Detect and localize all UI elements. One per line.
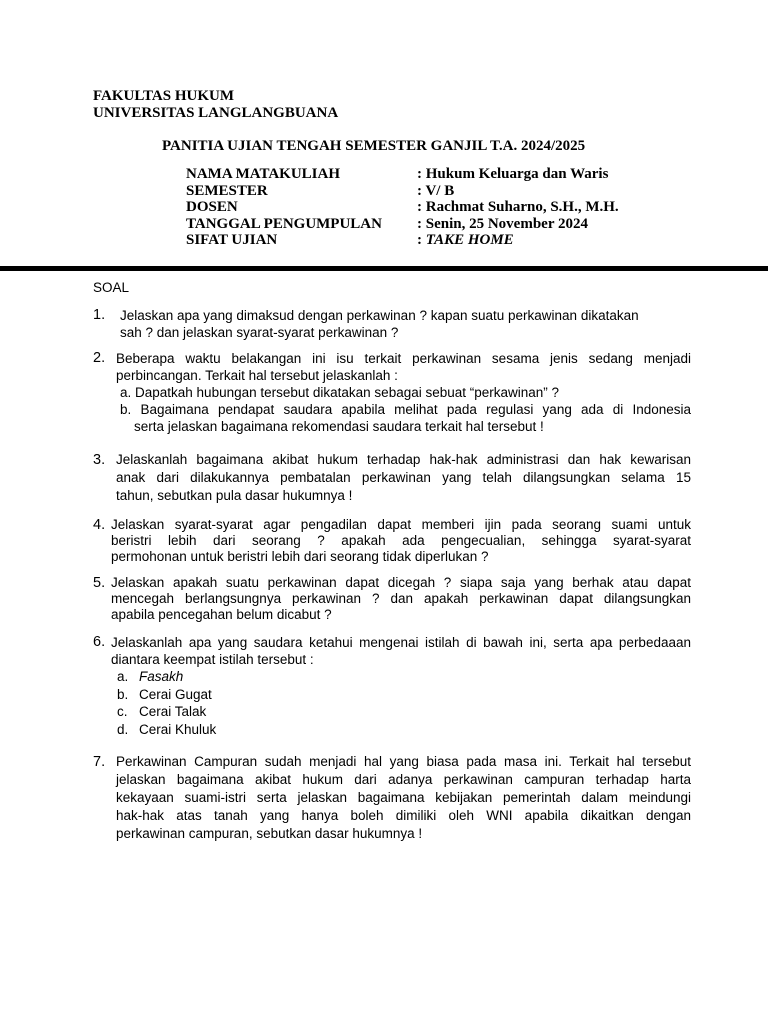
info-value: : Senin, 25 November 2024 bbox=[417, 215, 588, 232]
soal-heading: SOAL bbox=[93, 280, 130, 295]
institution-header bbox=[93, 88, 338, 122]
question-text: Jelaskan syarat-syarat agar pengadilan dapat memberi ijin pada seorang suami untuk bbox=[111, 517, 691, 532]
course-info-table bbox=[186, 166, 619, 249]
question-text: jelaskan bagaimana akibat hukum dari adanya perkawinan campuran terhadap harta bbox=[116, 772, 691, 787]
question-text: Beberapa waktu belakangan ini isu terkait perkawinan sesama jenis sedang menjadi bbox=[116, 351, 691, 366]
question-4 bbox=[93, 517, 691, 565]
question-text: perbincangan. Terkait hal tersebut jelaskanlah : bbox=[116, 368, 398, 383]
question-number: 1. bbox=[93, 307, 106, 323]
question-text: Jelaskanlah apa yang saudara ketahui mengenai istilah di bawah ini, serta apa perbedaaan bbox=[111, 635, 691, 650]
info-label: NAMA MATAKULIAH bbox=[186, 166, 341, 182]
header-divider bbox=[0, 266, 768, 271]
list-item bbox=[117, 668, 691, 686]
question-5 bbox=[93, 575, 691, 623]
list-item bbox=[117, 721, 691, 739]
info-label: SEMESTER bbox=[186, 182, 268, 199]
info-label: SIFAT UJIAN bbox=[186, 232, 278, 248]
question-text: permohonan untuk beristri lebih dari seorang tidak diperlukan ? bbox=[111, 549, 489, 564]
question-number: 3. bbox=[93, 452, 106, 468]
list-item-text: Cerai Khuluk bbox=[139, 721, 217, 737]
university-name: UNIVERSITAS LANGLANGBUANA bbox=[93, 105, 339, 121]
exam-title: PANITIA UJIAN TENGAH SEMESTER GANJIL T.A. 2024/2025 bbox=[162, 138, 586, 154]
term-list bbox=[117, 668, 691, 738]
question-number: 6. bbox=[93, 634, 106, 650]
question-number: 2. bbox=[93, 350, 106, 366]
question-text: Jelaskanlah bagaimana akibat hukum terhadap hak-hak administrasi dan hak kewarisan bbox=[116, 452, 691, 467]
question-text: Perkawinan Campuran sudah menjadi hal yang biasa pada masa ini. Terkait hal tersebut bbox=[116, 754, 691, 769]
question-2 bbox=[93, 350, 691, 435]
list-item bbox=[117, 703, 691, 721]
question-text: Jelaskan apa yang dimaksud dengan perkawinan ? kapan suatu perkawinan dikatakan bbox=[120, 308, 639, 323]
info-value-italic: TAKE HOME bbox=[425, 232, 514, 248]
info-value-prefix: : bbox=[417, 232, 426, 248]
question-number: 5. bbox=[93, 575, 106, 591]
question-text: mencegah berlangsungnya perkawinan ? dan apakah perkawinan dapat dilangsungkan bbox=[111, 591, 691, 606]
info-value: : Rachmat Suharno, S.H., M.H. bbox=[417, 199, 619, 215]
faculty-name: FAKULTAS HUKUM bbox=[93, 88, 234, 104]
list-marker: c. bbox=[117, 704, 128, 719]
info-row-lecturer bbox=[186, 199, 619, 216]
list-marker: d. bbox=[117, 721, 129, 737]
sub-question-b-continued: serta jelaskan bagaimana rekomendasi saudara terkait hal tersebut ! bbox=[134, 419, 544, 434]
info-row-exam-type bbox=[186, 232, 619, 249]
question-7 bbox=[93, 753, 691, 843]
question-text: kekayaan suami-istri serta jelaskan bagaimana kebijakan pemerintah dalam meindungi bbox=[116, 790, 691, 805]
sub-question-a: a. Dapatkah hubungan tersebut dikatakan sebagai sebuat “perkawinan” ? bbox=[120, 385, 560, 400]
question-number: 7. bbox=[93, 754, 106, 770]
info-label: TANGGAL PENGUMPULAN bbox=[186, 215, 382, 232]
info-value: : Hukum Keluarga dan Waris bbox=[417, 166, 609, 182]
question-text: perkawinan campuran, sebutkan dasar hukumnya ! bbox=[116, 826, 423, 841]
info-row-due-date bbox=[186, 216, 619, 233]
question-3 bbox=[93, 451, 691, 505]
list-marker: a. bbox=[117, 669, 129, 684]
question-1 bbox=[93, 307, 691, 341]
question-text: diantara keempat istilah tersebut : bbox=[111, 652, 314, 667]
info-label: DOSEN bbox=[186, 199, 238, 215]
list-item bbox=[117, 686, 691, 704]
question-text: sah ? dan jelaskan syarat-syarat perkawinan ? bbox=[120, 325, 399, 340]
sub-question-b: b. Bagaimana pendapat saudara apabila melihat pada regulasi yang ada di Indonesia bbox=[120, 402, 691, 417]
question-6 bbox=[93, 634, 691, 738]
question-text: hak-hak atas tanah yang hanya boleh dimiliki oleh WNI apabila dikaitkan dengan bbox=[116, 808, 691, 823]
question-text: Jelaskan apakah suatu perkawinan dapat dicegah ? siapa saja yang berhak atau dapat bbox=[111, 575, 691, 590]
question-number: 4. bbox=[93, 517, 106, 533]
list-item-text: Cerai Gugat bbox=[139, 686, 212, 702]
question-text: apabila pencegahan belum dicabut ? bbox=[111, 607, 332, 622]
question-text: anak dari dilakukannya pembatalan perkawinan yang telah dilangsungkan selama 15 bbox=[116, 470, 691, 485]
info-row-semester bbox=[186, 183, 619, 200]
question-text: tahun, sebutkan pula dasar hukumnya ! bbox=[116, 488, 353, 503]
info-value: : V/ B bbox=[417, 182, 455, 199]
list-item-text: Fasakh bbox=[139, 669, 184, 684]
list-marker: b. bbox=[117, 686, 129, 702]
list-item-text: Cerai Talak bbox=[139, 704, 207, 719]
info-row-course bbox=[186, 166, 619, 183]
question-text: beristri lebih dari seorang ? apakah ada pengecualian, sehingga syarat-syarat bbox=[111, 533, 691, 548]
info-value bbox=[417, 232, 514, 249]
